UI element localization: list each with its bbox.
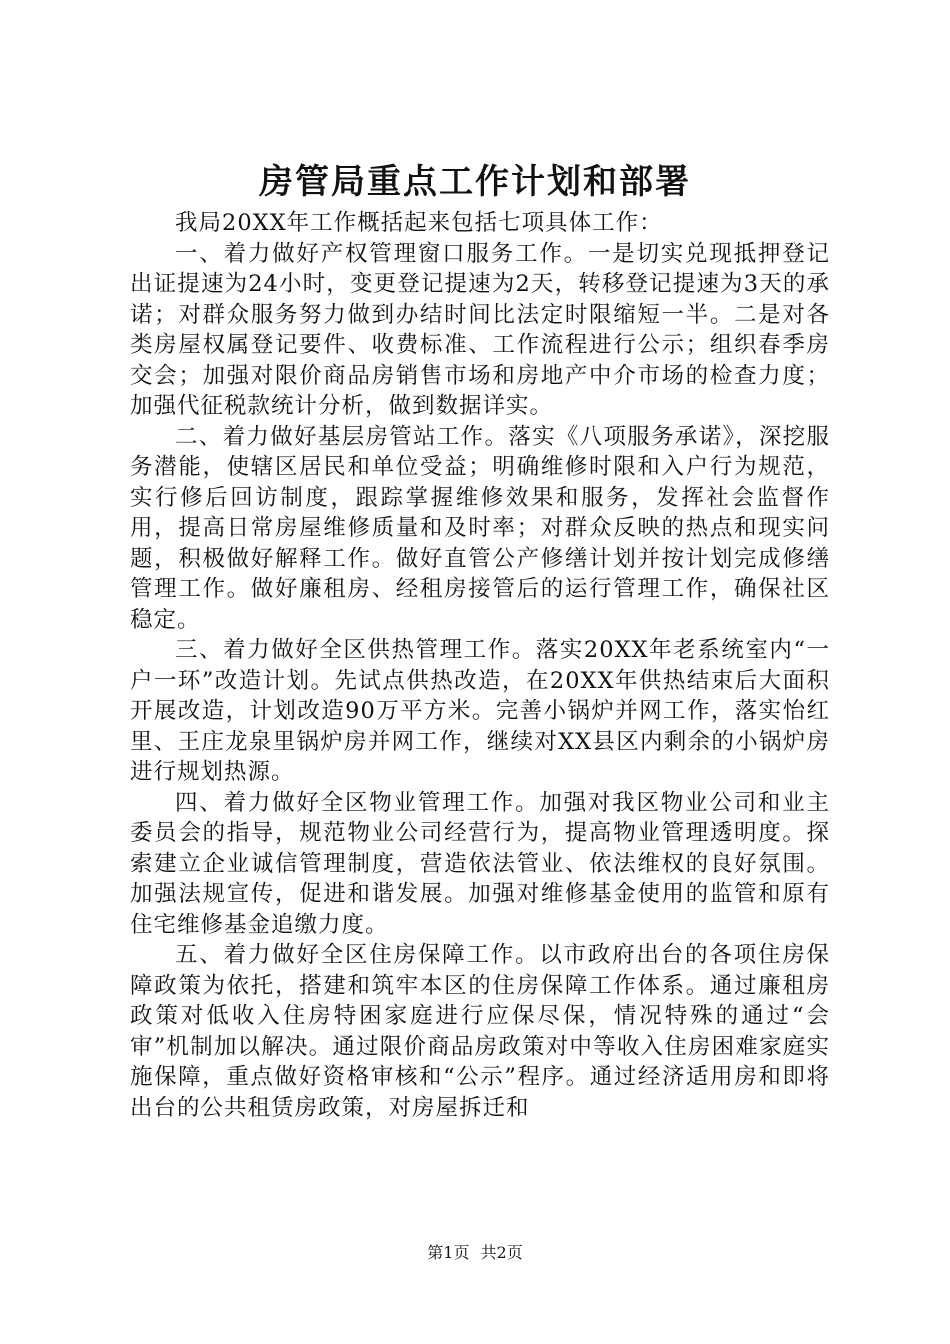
paragraph-item-4: 四、着力做好全区物业管理工作。加强对我区物业公司和业主委员会的指导，规范物业公司经营行为，提高物业管理透明度。探索建立企业诚信管理制度，营造依法管业、依法维权的良好氛围。加强法规宣传，促进和谐发展。加强对维修基金使用的监管和原有住宅维修基金追缴力度。	[130, 789, 830, 938]
paragraph-item-5: 五、着力做好全区住房保障工作。以市政府出台的各项住房保障政策为依托，搭建和筑牢本区的住房保障工作体系。通过廉租房政策对低收入住房特困家庭进行应保尽保，情况特殊的通过“会审”机制加以解决。通过限价商品房政策对中等收入住房困难家庭实施保障，重点做好资格审核和“公示”程序。通过经济适用房和即将出台的公共租赁房政策，对房屋拆迁和	[130, 942, 830, 1121]
paragraph-item-3: 三、着力做好全区供热管理工作。落实20XX年老系统室内“一户一环”改造计划。先试点供热改造，在20XX年供热结束后大面积开展改造，计划改造90万平方米。完善小锅炉并网工作，落实怡红里、王庄龙泉里锅炉房并网工作，继续对XX县区内剩余的小锅炉房进行规划热源。	[130, 637, 830, 785]
paragraph-item-2: 二、着力做好基层房管站工作。落实《八项服务承诺》，深挖服务潜能，使辖区居民和单位受益；明确维修时限和入户行为规范，实行修后回访制度，跟踪掌握维修效果和服务，发挥社会监督作用，提高日常房屋维修质量和及时率；对群众反映的热点和现实问题，积极做好解释工作。做好直管公产修缮计划并按计划完成修缮管理工作。做好廉租房、经租房接管后的运行管理工作，确保社区稳定。	[130, 423, 830, 633]
page-total: 共2页	[480, 1243, 523, 1262]
paragraph-item-1: 一、着力做好产权管理窗口服务工作。一是切实兑现抵押登记出证提速为24小时，变更登记提速为2天，转移登记提速为3天的承诺；对群众服务努力做到办结时间比法定时限缩短一半。二是对各类房屋权属登记要件、收费标准、工作流程进行公示；组织春季房交会；加强对限价商品房销售市场和房地产中介市场的检查力度；加强代征税款统计分析，做到数据详实。	[130, 240, 830, 419]
page-number: 第1页	[427, 1243, 470, 1262]
document-body	[130, 208, 830, 1123]
page-footer	[0, 1242, 950, 1264]
document-title: 房管局重点工作计划和部署	[259, 162, 691, 202]
paragraph-intro: 我局20XX年工作概括起来包括七项具体工作：	[175, 210, 663, 236]
